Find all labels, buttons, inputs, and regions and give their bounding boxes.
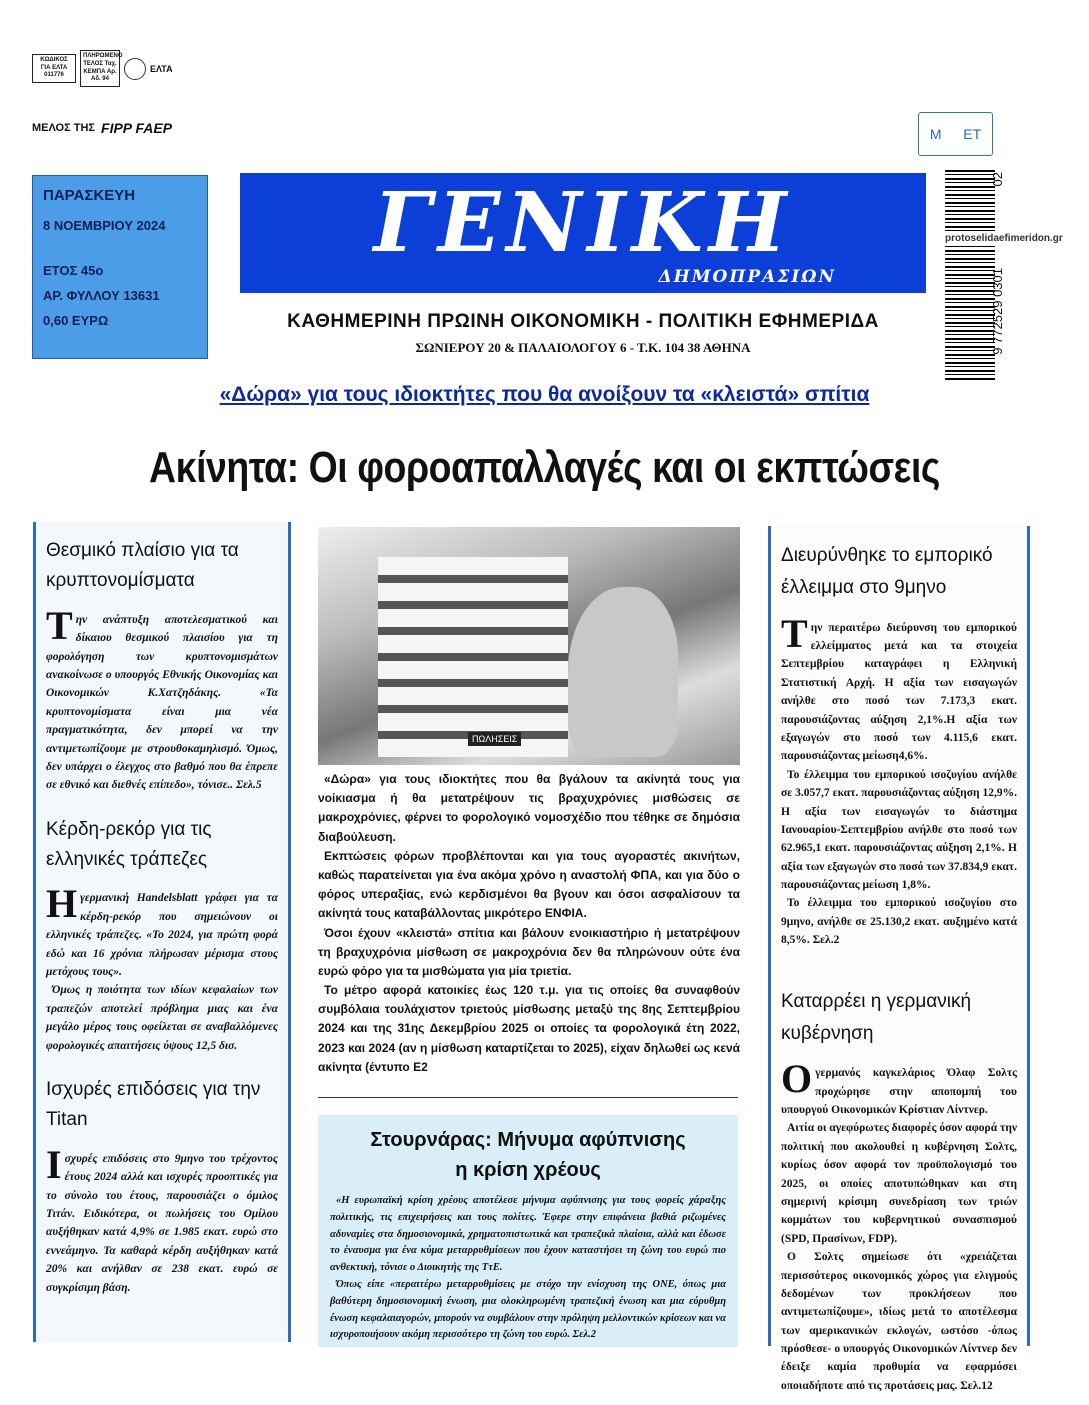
elta-logo: ΕΛΤΑ [150,63,173,74]
article-text: Αιτία οι αγεφύρωτες διαφορές όσον αφορά την πολιτική που ακολουθεί η κυβέρνηση Σολτς, κυρίως όσον αφορά τον προϋπολογισμό του 2025, οι οποίες αποτυπώθηκαν και στη σημερινή κρίσιμη συνεδρίαση των τριών κομμάτων του κυβερνητικού συνασπισμού (SPD, Πρασίνων, FDP). [781,1122,1017,1245]
article-body [46,1141,278,1297]
title-line: Στουρνάρας: Μήνυμα αφύπνισης [370,1129,686,1151]
met-right: ΕΤ [963,126,982,142]
title-line: η κρίση χρέους [455,1159,601,1181]
paid-postage-box: ΠΛΗΡΩΜΕΝΟ ΤΕΛΟΣ Ταχ. ΚΕΜΠΑ Αρ. Αδ. 94 [80,50,120,87]
stournaras-article [318,1115,738,1347]
main-headline: Ακίνητα: Οι φοροαπαλλαγές και οι εκπτώσεις [149,443,940,492]
right-column [768,526,1030,1392]
lead-paragraph: Το μέτρο αφορά κατοικίες έως 120 τ.μ. για τις οποίες θα συναφθούν συμβόλαια τουλάχιστον τριετούς μίσθωσης μεταξύ της 8ης Σεπτεμβρίου 2024 και της 31ης Δεκεμβρίου 2025 οι οποίες τα φορολογικά έτη 2022, 2023 και 2024 (αν η μίσθωση καταρτίζεται το 2025), είχαν δηλωθεί ως κενά ακίνητα (έντυπο Ε2 [318,983,740,1074]
article-text: Το έλλειμμα του εμπορικού ισοζυγίου στο 9μηνο, ανήλθε σε 25.130,2 εκατ. αυξημένο κατά 8,5%. Σελ.2 [781,897,1017,947]
article-text: Ο Σολτς σημείωσε ότι «χρειάζεται περισσότερος οικονομικός χώρος για ελιγμούς δεδομένων των προκλήσεων που αντιμετωπίζουμε», ιδίως μετά το αποτέλεσμα των αμερικανικών εκλογών, ωστόσο -όπως πρόσθεσε- ο υπουργός Οικονομικών Λίντνερ δεν έδειξε καμία προθυμία να εφαρμόσει οποιαδήποτε από τις προτάσεις μας. Σελ.12 [781,1251,1017,1392]
kicker: «Δώρα» για τους ιδιοκτήτες που θα ανοίξουν τα «κλειστά» σπίτια [219,383,870,406]
article-text: ην περαιτέρω διεύρυνση του εμπορικού ελλείμματος μετά και τα στοιχεία Σεπτεμβρίου καταγράφει η Ελληνική Στατιστική Αρχή. Η αξία των εισαγωγών ανήλθε στο ποσό των 7.173,3 εκατ. παρουσιάζοντας αύξηση 2,1%.Η αξία των εξαγωγών στο ποσό των 4.115,6 εκατ. παρουσιάζοντας μείωση4,6%. [781,621,1017,763]
elta-code-box: ΚΩΔΙΚΟΣ ΓΙΑ ΕΛΤΑ 011776 [32,54,76,83]
article-title: Διευρύνθηκε το εμπορικό έλλειμμα στο 9μηνο [781,545,993,599]
article-text: «Η ευρωπαϊκή κρίση χρέους αποτέλεσε μήνυμα αφύπνισης για τους φορείς χάραξης πολιτικής, τις επιχειρήσεις και τους πολίτες. Έφερε στην επιφάνεια βαθιά ριζωμένες αδυναμίες στα δημοσιονομικά, χρηματοπιστωτικά και τραπεζικά πλαίσια, αλλά και έδωσε το έναυσμα για ένα κύμα μεταρρυθμίσεων που έχουν καταστήσει τη ζώνη του ευρώ πιο ανθεκτική, τόνισε ο Διοικητής της ΤτΕ. [330,1195,726,1274]
divider [318,1097,738,1098]
fipp-faep-logo: FIPP FAEP [101,120,173,136]
hand-with-banknote-image [568,587,678,757]
article-body [330,1193,726,1344]
article-title: Θεσμικό πλαίσιο για τα κρυπτονομίσματα [46,540,239,592]
article-body [46,881,278,1055]
postal-marks [32,50,173,87]
lead-paragraph: «Δώρα» για τους ιδιοκτήτες που θα βγάλουν τα ακίνητά τους για νοίκιασμα ή θα μετατρέψουν τις βραχυχρόνιες μισθώσεις σε μακροχρόνιες, φέρνει το φορολογικό νομοσχέδιο που τέθηκε σε δημόσια διαβούλευση. [318,772,740,844]
article-body [781,1056,1017,1395]
article-title: Ισχυρές επιδόσεις για την Titan [46,1078,261,1131]
date: 8 ΝΟΕΜΒΡΙΟΥ 2024 [43,218,166,233]
price: 0,60 ΕΥΡΩ [43,313,109,328]
address: ΣΩΝΙΕΡΟΥ 20 & ΠΑΛΑΙΟΛΟΓΟΥ 6 - Τ.Κ. 104 38 ΑΘΗΝΑ [415,340,751,355]
tagline: ΚΑΘΗΜΕΡΙΝΗ ΠΡΩΙΝΗ ΟΙΚΟΝΟΜΙΚΗ - ΠΟΛΙΤΙΚΗ ΕΦΗΜΕΡΙΔΑ [287,311,879,332]
shop-sign: ΠΩΛΗΣΕΙΣ [468,732,521,746]
met-left: Μ [929,126,942,142]
article-title: Κέρδη-ρεκόρ για τις ελληνικές τράπεζες [46,818,212,871]
article-title: Καταρρέει η γερμανική κυβέρνηση [781,990,972,1044]
drop-cap: Η [46,881,78,927]
lead-photo [318,527,740,765]
left-column [33,522,291,1342]
lead-paragraph: Όσοι έχουν «κλειστά» σπίτια και βάλουν ενοικιαστήριο ή μετατρέψουν τη βραχυχρόνια μίσθωση σε μακροχρόνια δεν θα πληρώνουν ούτε ένα ευρώ φόρο για τα μισθώματα για μία τριετία. [318,925,740,978]
article-text: γερμανός καγκελάριος Όλαφ Σολτς προχώρησε στην αποπομπή του υπουργού Οικονομικών Κρίστιαν Λίντνερ. [781,1067,1017,1116]
masthead-subtitle: ΔΗΜΟΠΡΑΣΙΩΝ [658,267,836,287]
masthead-title: ΓΕΝΙΚΗ [373,175,793,271]
barcode [945,170,995,380]
weekday: ΠΑΡΑΣΚΕΥΗ [43,187,136,204]
membership [32,120,172,136]
article-text: Όμως η ποιότητα των ιδίων κεφαλαίων των τραπεζών αποτελεί πρόβλημα μιας και ένα μεγάλο μέρος τους οφείλεται σε αναβαλλόμενες φορολογικές απαιτήσεις ύψους 12,5 δισ. [46,984,278,1052]
article-text: Το έλλειμμα του εμπορικού ισοζυγίου ανήλθε σε 3.057,7 εκατ. παρουσιάζοντας αύξηση 12,9%. Η αξία των εισαγωγών το διάστημα Ιανουαρίου-Σεπτεμβρίου ανήλθε στο ποσό των 62.965,1 εκατ. παρουσιάζοντας αύξηση 2,1%. Η αξία των εξαγωγών στο ποσό των 37.834,9 εκατ. παρουσιάζοντας μείωση 1,8%. [781,768,1017,892]
drop-cap: Ι [46,1141,62,1187]
lead-paragraph: Εκπτώσεις φόρων προβλέπονται και για τους αγοραστές ακινήτων, καθώς παρατείνεται για ένα ακόμα χρόνο η αναστολή ΦΠΑ, και για δύο ο φόρος υπεραξίας, ενώ κερδισμένοι θα βγουν και όσοι ασφαλίσουν τα ακίνητά τους καταβάλλοντας μικρότερο ΕΝΦΙΑ. [318,848,740,921]
article-body [781,610,1017,950]
article-text: Όπως είπε «περαιτέρω μεταρρυθμίσεις με στόχο την ενίσχυση της ΟΝΕ, όπως μια βαθύτερη δημοσιονομική ένωση, μια ολοκληρωμένη τραπεζική ένωση και μια εύρυθμη ένωση κεφαλαιαγορών, μπορούν να συμβάλουν στην πρόληψη μελλοντικών κρίσεων και να ισχυροποιήσουν ακόμη περισσότερο τη ζώνη του ευρώ. Σελ.2 [330,1278,726,1341]
masthead [240,173,926,293]
drop-cap: Ο [781,1056,813,1102]
met-logo [918,112,993,156]
member-label: ΜΕΛΟΣ ΤΗΣ [32,122,96,134]
barcode-issue: 02 [990,172,1005,187]
watermark: protoselidaefimeridon.gr [945,233,1063,244]
drop-cap: Τ [46,602,73,648]
article-body [46,602,278,795]
article-text: γερμανική Handelsblatt γράφει για τα κέρδη-ρεκόρ που σημειώνουν οι ελληνικές τράπεζες. «Το 2024, για πρώτη φορά εδώ και 16 χρόνια πλήρωσαν μέρισμα στους μετόχους τους». [46,892,278,979]
barcode-number: 9 772529 0301 [990,268,1005,355]
article-title [330,1125,726,1185]
year: ΕΤΟΣ 45ο [43,263,104,278]
building-image [378,557,568,757]
article-text: σχυρές επιδόσεις στο 9μηνο του τρέχοντος έτους 2024 αλλά και ισχυρές προοπτικές για το σύνολο του έτους, παρουσιάζει ο όμιλος Τιτάν. Ειδικότερα, οι πωλήσεις του Ομίλου αυξήθηκαν κατά 4,9% σε 1.985 εκατ. ευρώ στο εννεάμηνο. Τα καθαρά κέρδη αυξήθηκαν κατά 20% και ανήλθαν σε 238 εκατ. ευρώ σε συγκρίσιμη βάση. [46,1152,278,1294]
lead-article [318,770,740,1077]
issue-number: ΑΡ. ΦΥΛΛΟΥ 13631 [43,288,160,303]
postal-seal-icon [124,58,146,80]
article-text: ην ανάπτυξη αποτελεσματικού και δίκαιου θεσμικού πλαισίου για τη φορολόγηση των κρυπτονομισμάτων ανακοίνωσε ο υπουργός Εθνικής Οικονομίας και Οικονομικών Κ.Χατζηδάκης. «Τα κρυπτονομίσματα είναι μια νέα πραγματικότητα, δεν μπορεί να την αντιμετωπίζουμε με στρουθοκαμηλισμό. Όμως, δεν υπάρχει ο έλεγχος στο βαθμό που θα έπρεπε σε εθνικό και διεθνές επίπεδο», τόνισε.. Σελ.5 [46,613,278,792]
date-box [32,175,208,359]
drop-cap: Τ [781,610,808,656]
